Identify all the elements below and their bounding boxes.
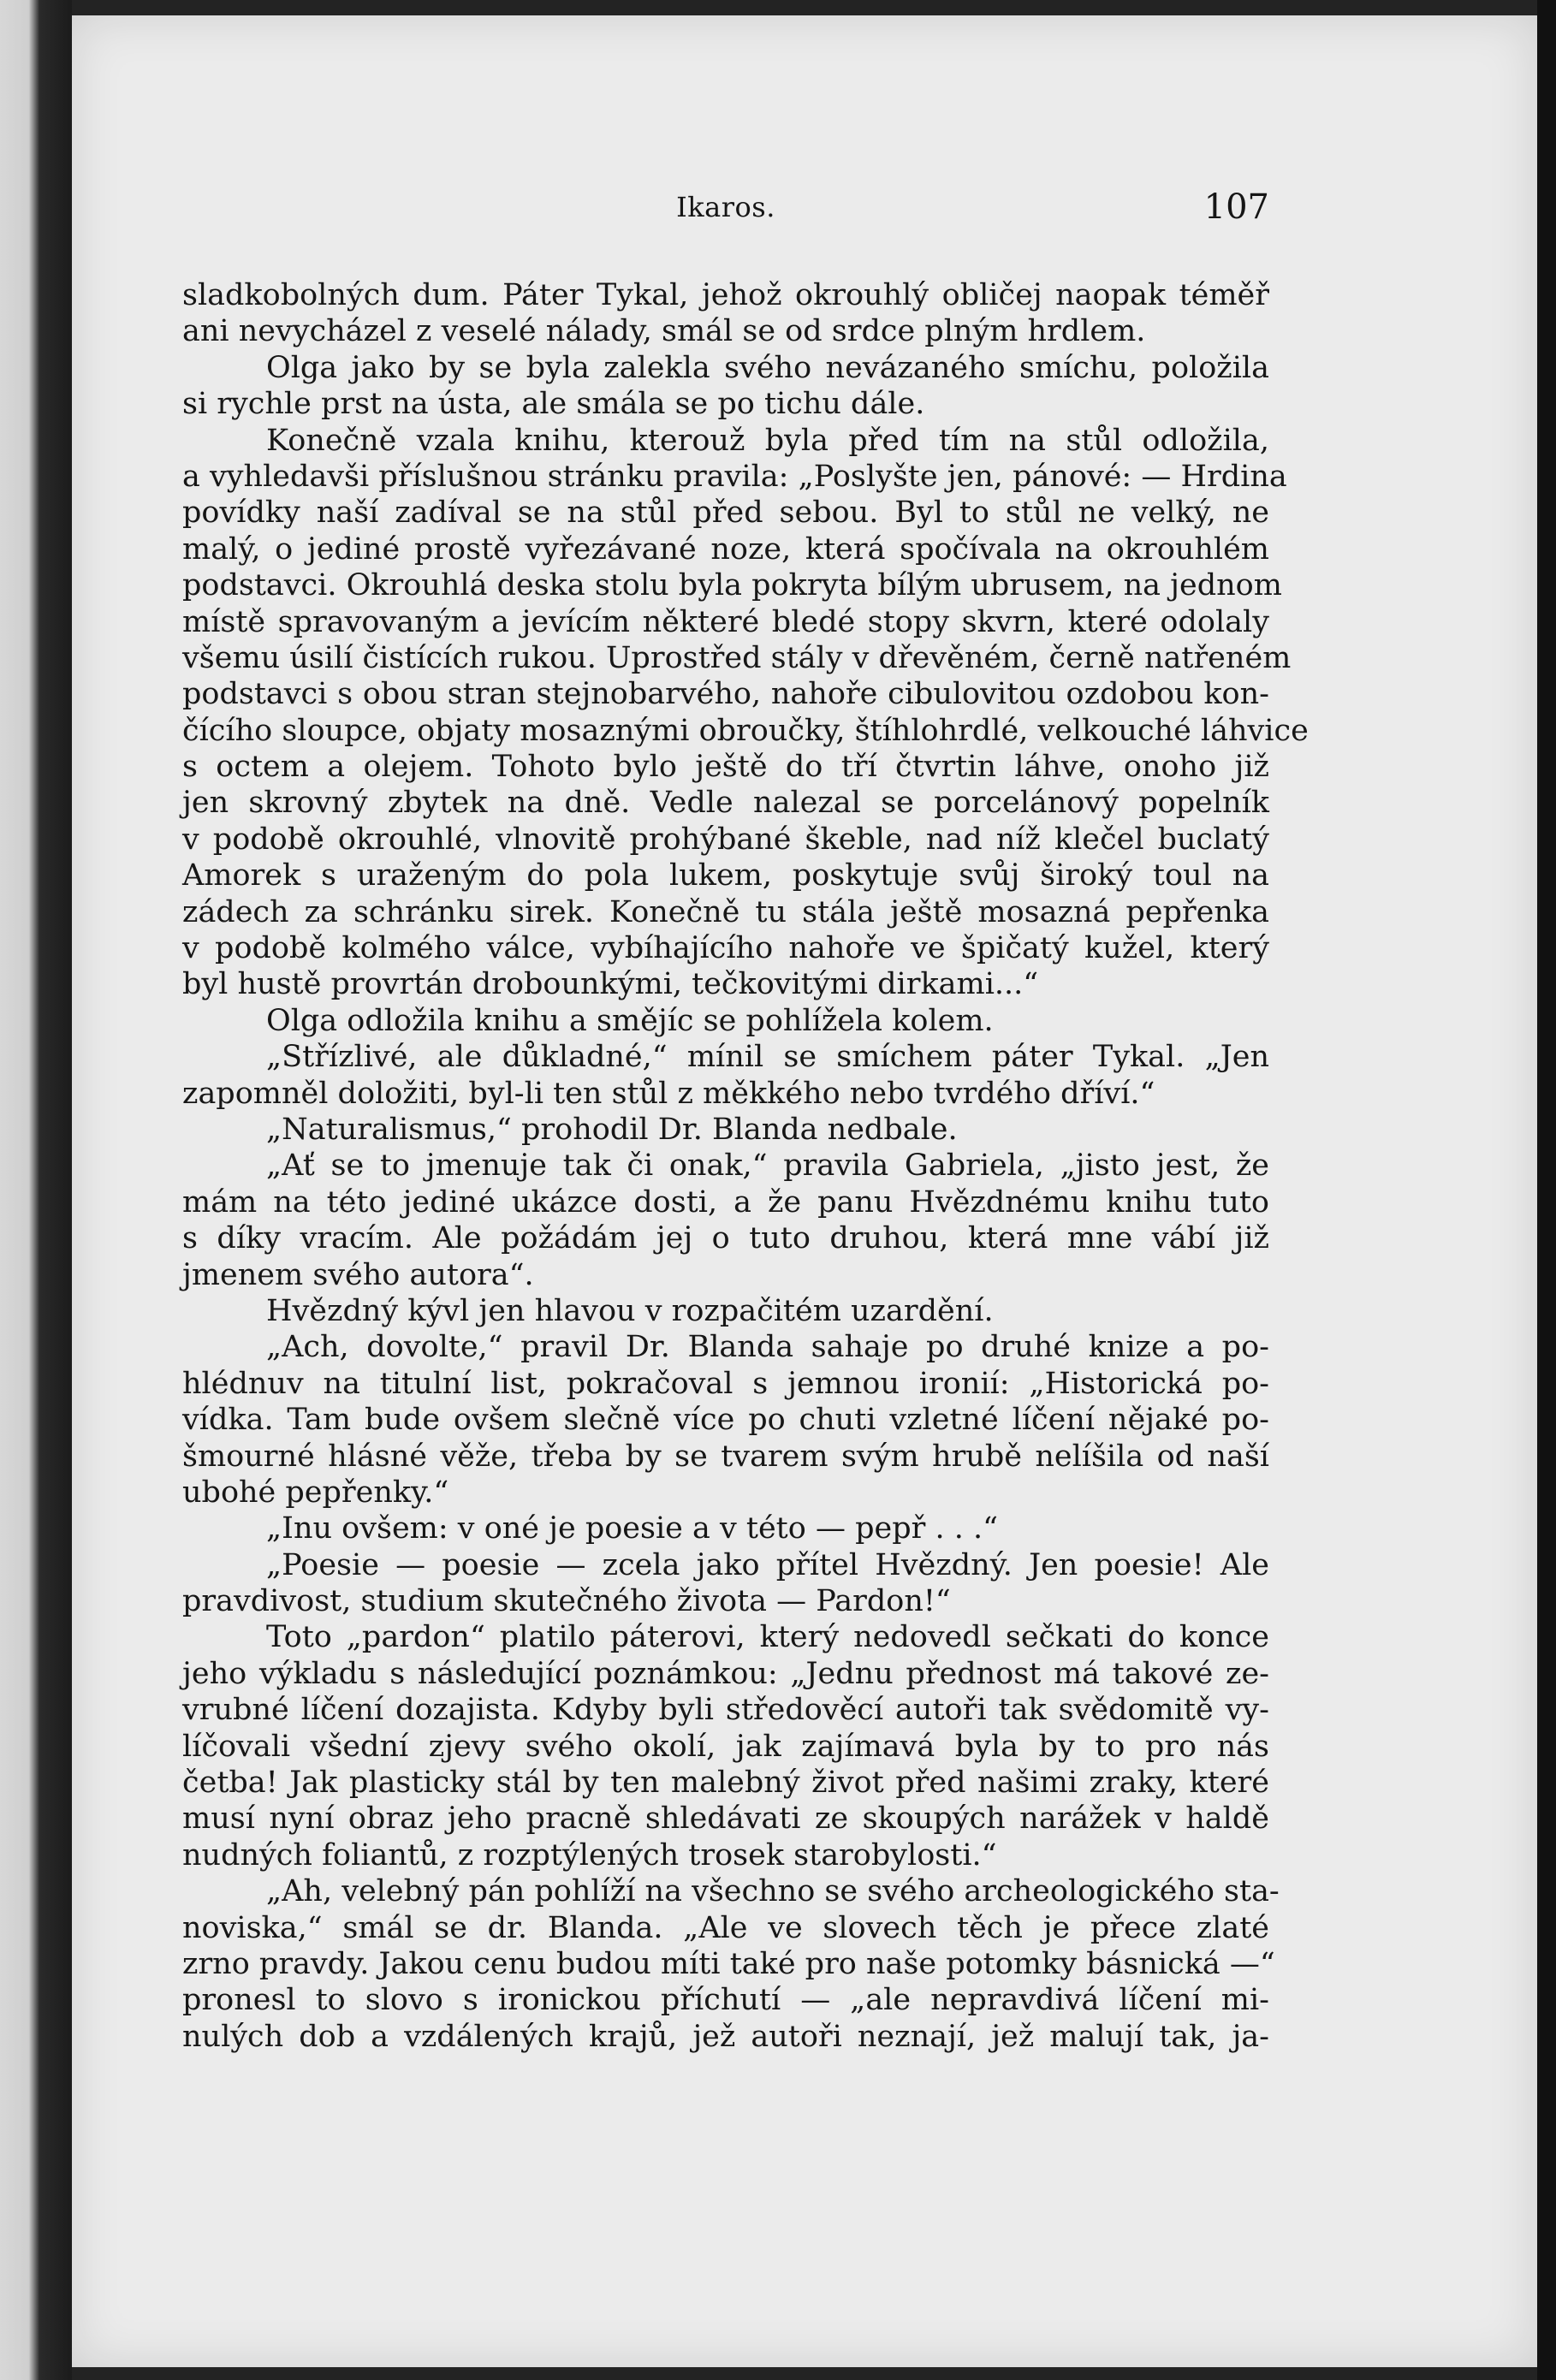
text-line: podstavci s obou stran stejnobarvého, nahoře cibulovitou ozdobou kon-: [182, 677, 1269, 712]
text-line: s octem a olejem. Tohoto bylo ještě do tří čtvrtin láhve, onoho již: [182, 750, 1269, 785]
text-line: byl hustě provrtán drobounkými, tečkovitými dirkami...“: [182, 967, 1039, 1002]
page-number: 107: [1203, 187, 1269, 227]
text-line: zapomněl doložiti, byl-li ten stůl z měkkého nebo tvrdého dříví.“: [182, 1076, 1155, 1111]
page-header: [182, 187, 1269, 234]
text-line: povídky naší zadíval se na stůl před sebou. Byl to stůl ne velký, ne: [182, 496, 1269, 531]
adjacent-page-edge: [0, 0, 72, 2380]
text-line: pravdivost, studium skutečného života — Pardon!“: [182, 1584, 951, 1619]
text-line: jen skrovný zbytek na dně. Vedle nalezal se porcelánový popelník: [182, 786, 1269, 821]
text-line: vrubné líčení dozajista. Kdyby byli středověcí autoři tak svědomitě vy-: [182, 1693, 1269, 1728]
text-line: Toto „pardon“ platilo páterovi, který nedovedl sečkati do konce: [266, 1620, 1269, 1655]
text-line: podstavci. Okrouhlá deska stolu byla pokryta bílým ubrusem, na jednom: [182, 568, 1282, 603]
text-line: si rychle prst na ústa, ale smála se po tichu dále.: [182, 387, 925, 422]
text-line: Konečně vzala knihu, kterouž byla před tím na stůl odložila,: [266, 423, 1269, 458]
body-text: [182, 277, 1309, 2055]
text-line: „Ah, velebný pán pohlíží na všechno se svého archeologického sta-: [266, 1874, 1280, 1909]
text-line: „Ach, dovolte,“ pravil Dr. Blanda sahaje po druhé knize a po-: [266, 1330, 1269, 1365]
text-line: všemu úsilí čistících rukou. Uprostřed stály v dřevěném, černě natřeném: [182, 640, 1292, 675]
text-line: Olga jako by se byla zalekla svého nevázaného smíchu, položila: [266, 350, 1269, 385]
text-line: jmenem svého autora“.: [182, 1257, 534, 1292]
text-line: líčovali všední zjevy svého okolí, jak zajímavá byla by to pro nás: [182, 1729, 1269, 1764]
text-line: zrno pravdy. Jakou cenu budou míti také pro naše potomky básnická —“: [182, 1946, 1275, 1981]
running-title: Ikaros.: [676, 191, 775, 223]
text-line: musí nyní obraz jeho pracně shledávati ze skoupých narážek v haldě: [182, 1801, 1269, 1837]
text-line: jeho výkladu s následující poznámkou: „Jednu přednost má takové ze-: [182, 1656, 1269, 1691]
text-line: noviska,“ smál se dr. Blanda. „Ale ve slovech těch je přece zlaté: [182, 1910, 1269, 1945]
text-line: „Inu ovšem: v oné je poesie a v této — pepř . . .“: [266, 1511, 998, 1546]
text-line: v podobě kolmého válce, vybíhajícího nahoře ve špičatý kužel, který: [182, 931, 1269, 966]
text-line: Olga odložila knihu a smějíc se pohlížela kolem.: [266, 1003, 994, 1038]
text-line: v podobě okrouhlé, vlnovitě prohýbané škeble, nad níž klečel buclatý: [182, 822, 1269, 857]
text-line: Hvězdný kývl jen hlavou v rozpačitém uzardění.: [266, 1293, 994, 1328]
text-line: nulých dob a vzdálených krajů, jež autoři neznají, jež malují tak, ja-: [182, 2019, 1269, 2054]
text-line: šmourné hlásné věže, třeba by se tvarem svým hrubě nelíšila od naší: [182, 1439, 1269, 1474]
text-line: „Střízlivé, ale důkladné,“ mínil se smíchem páter Tykal. „Jen: [266, 1040, 1269, 1075]
text-line: ubohé pepřenky.“: [182, 1475, 449, 1510]
text-line: s díky vracím. Ale požádám jej o tuto druhou, která mne vábí již: [182, 1221, 1269, 1256]
text-line: „Poesie — poesie — zcela jako přítel Hvězdný. Jen poesie! Ale: [266, 1547, 1269, 1582]
text-line: ani nevycházel z veselé nálady, smál se od srdce plným hrdlem.: [182, 314, 1146, 349]
text-line: Amorek s uraženým do pola lukem, poskytuje svůj široký toul na: [182, 858, 1269, 893]
scan-border: [1537, 0, 1556, 2380]
text-line: malý, o jediné prostě vyřezávané noze, která spočívala na okrouhlém: [182, 531, 1269, 567]
text-line: vídka. Tam bude ovšem slečně více po chuti vzletné líčení nějaké po-: [182, 1403, 1269, 1438]
text-line: pronesl to slovo s ironickou příchutí — „ale nepravdivá líčení mi-: [182, 1983, 1269, 2018]
text-line: sladkobolných dum. Páter Tykal, jehož okrouhlý obličej naopak téměř: [182, 278, 1269, 312]
text-line: hlédnuv na titulní list, pokračoval s jemnou ironií: „Historická po-: [182, 1366, 1269, 1401]
text-line: nudných foliantů, z rozptýlených trosek starobylosti.“: [182, 1837, 997, 1873]
text-line: a vyhledavši příslušnou stránku pravila: „Poslyšte jen, pánové: — Hrdina: [182, 459, 1287, 494]
text-line: mám na této jediné ukázce dosti, a že panu Hvězdnému knihu tuto: [182, 1184, 1269, 1220]
text-line: četba! Jak plasticky stál by ten malebný život před našimi zraky, které: [182, 1766, 1269, 1801]
text-line: „Naturalismus,“ prohodil Dr. Blanda nedbale.: [266, 1112, 958, 1147]
text-line: zádech za schránku sirek. Konečně tu stála ještě mosazná pepřenka: [182, 894, 1269, 929]
text-line: „Ať se to jmenuje tak či onak,“ pravila Gabriela, „jisto jest, že: [266, 1148, 1269, 1184]
text-line: místě spravovaným a jevícím některé bledé stopy skvrn, které odolaly: [182, 604, 1269, 639]
text-line: čícího sloupce, objaty mosaznými obroučky, štíhlohrdlé, velkouché láhvice: [182, 713, 1309, 748]
